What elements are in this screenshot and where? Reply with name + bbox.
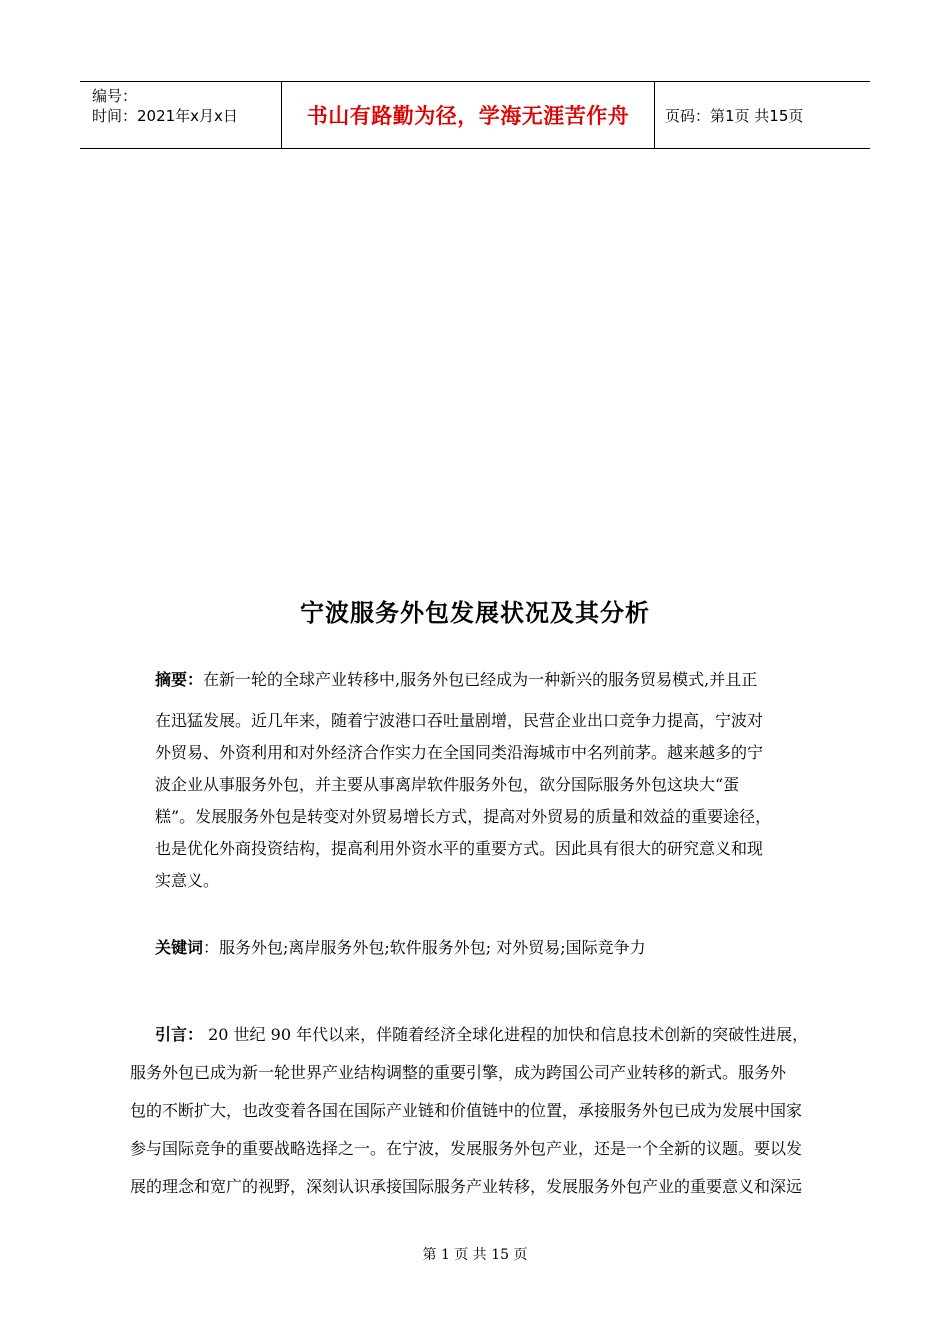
intro-line: 展的理念和宽广的视野，深刻认识承接国际服务产业转移，发展服务外包产业的重要意义和深远 xyxy=(130,1177,803,1196)
document-number: 编号： xyxy=(92,87,138,105)
abstract-line: 在迅猛发展。近几年来，随着宁波港口吞吐量剧增，民营企业出口竞争力提高，宁波对 xyxy=(155,711,764,730)
abstract-section xyxy=(155,664,815,897)
page-footer: 第 1 页 共 15 页 xyxy=(422,1247,528,1263)
abstract-line: 摘要：在新一轮的全球产业转移中,服务外包已经成为一种新兴的服务贸易模式,并且正 xyxy=(155,670,758,689)
intro-line: 引言： 20 世纪 90 年代以来，伴随着经济全球化进程的加快和信息技术创新的突破性进展， xyxy=(155,1025,809,1044)
keywords-text: ：服务外包;离岸服务外包;软件服务外包; 对外贸易;国际竞争力 xyxy=(203,938,646,957)
abstract-line: 实意义。 xyxy=(155,871,220,890)
abstract-line: 糕”。发展服务外包是转变对外贸易增长方式，提高对外贸易的质量和效益的重要途径， xyxy=(155,807,772,826)
abstract-line: 外贸易、外资利用和对外经济合作实力在全国同类沿海城市中名列前茅。越来越多的宁 xyxy=(155,743,764,762)
document-title: 宁波服务外包发展状况及其分析 xyxy=(300,599,650,627)
intro-line: 参与国际竞争的重要战略选择之一。在宁波，发展服务外包产业，还是一个全新的议题。要以发 xyxy=(130,1139,803,1158)
header-page-info: 页码：第1页 共15页 xyxy=(665,106,804,125)
keywords-line xyxy=(155,935,646,958)
header-motto: 书山有路勤为径，学海无涯苦作舟 xyxy=(282,82,655,148)
page-header xyxy=(80,81,870,149)
intro-line: 包的不断扩大，也改变着各国在国际产业链和价值链中的位置，承接服务外包已成为发展中国家 xyxy=(130,1101,803,1120)
abstract-line: 波企业从事服务外包，并主要从事离岸软件服务外包，欲分国际服务外包这块大“蛋 xyxy=(155,775,740,794)
intro-label: 引言： xyxy=(155,1025,204,1044)
intro-line: 服务外包已成为新一轮世界产业结构调整的重要引擎，成为跨国公司产业转移的新式。服务外 xyxy=(130,1063,787,1082)
header-meta xyxy=(80,82,282,148)
keywords-label: 关键词 xyxy=(155,938,204,957)
document-time: 时间：2021年x月x日 xyxy=(92,107,238,125)
intro-section xyxy=(130,1016,830,1206)
abstract-label: 摘要： xyxy=(155,670,204,689)
abstract-line: 也是优化外商投资结构，提高利用外资水平的重要方式。因此具有很大的研究意义和现 xyxy=(155,839,764,858)
